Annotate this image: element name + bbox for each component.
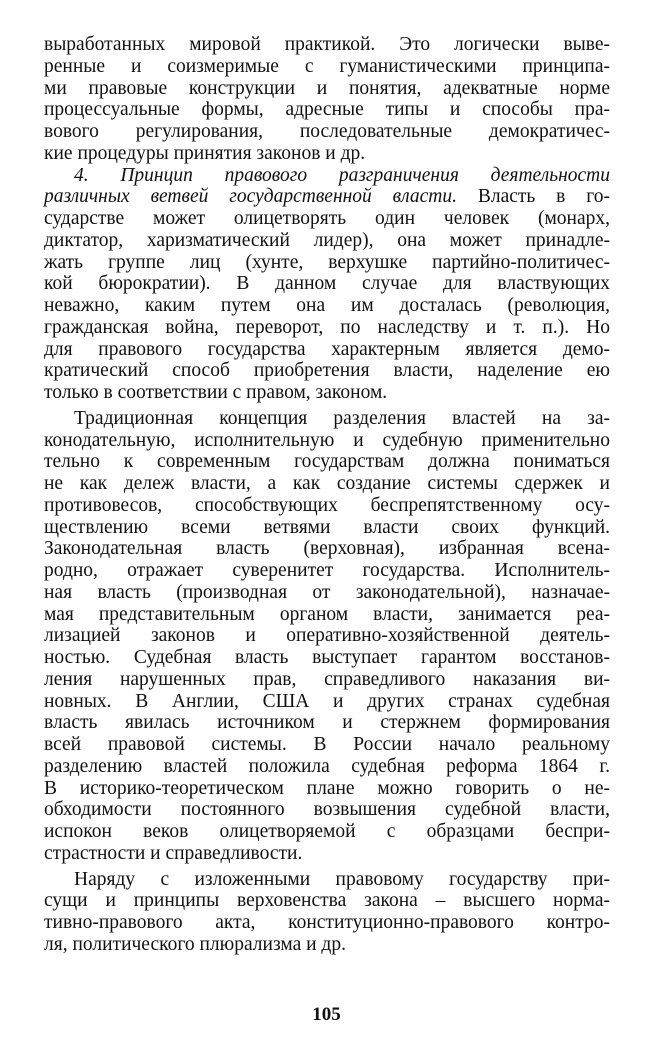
text-line: ная власть (производная от законодательной), назначае- [44, 581, 610, 603]
text-line: ми правовые конструкции и понятия, адекватные норме [44, 77, 610, 99]
page-number: 105 [312, 1004, 341, 1025]
text-line [44, 186, 610, 208]
text-line: испокон веков олицетворяемой с образцами беспри- [44, 821, 610, 842]
text-line: страстности и справедливости. [44, 842, 303, 864]
text-line: сущи и принципы верховенства закона – высшего норма- [44, 890, 610, 912]
text-line: конодательную, исполнительную и судебную применительно [44, 429, 610, 451]
book-page [44, 34, 610, 956]
text-fragment: Власть в го- [456, 186, 610, 208]
text-line: противовесов, способствующих беспрепятственному осу- [44, 494, 610, 516]
text-line: вового регулирования, последовательные демократичес- [44, 121, 610, 142]
text-line: ля, политического плюрализма и др. [44, 933, 346, 955]
text-line: неважно, каким путем она им досталась (революция, [44, 295, 610, 316]
text-line: лизацией законов и оперативно-хозяйственной деятель- [44, 625, 610, 647]
paragraph-1 [44, 34, 610, 165]
text-line: ностью. Судебная власть выступает гарантом восстанов- [44, 647, 610, 668]
paragraph-4 [44, 869, 610, 956]
text-line: кой бюрократии). В данном случае для властвующих [44, 273, 610, 295]
text-line: власть явилась источником и стержнем формирования [44, 712, 610, 734]
text-line: ренные и соизмеримые с гуманистическими принципа- [44, 55, 610, 77]
text-line: разделению властей положила судебная реформа 1864 г. [44, 755, 610, 777]
text-line: выработанных мировой практикой. Это логически выве- [44, 34, 610, 55]
text-line: ления нарушенных прав, справедливого наказания ви- [44, 668, 610, 690]
text-line: Законодательная власть (верховная), избранная всена- [44, 538, 610, 560]
text-line: тивно-правового акта, конституционно-правового контро- [44, 912, 610, 933]
text-line: кие процедуры принятия законов и др. [44, 142, 366, 164]
text-line: всей правовой системы. В России начало реальному [44, 734, 610, 755]
text-line: Наряду с изложенными правовому государству при- [74, 868, 610, 890]
text-line: мая представительным органом власти, занимается реа- [44, 603, 610, 625]
text-line: тельно к современным государствам должна пониматься [44, 451, 610, 473]
text-line: сударстве может олицетворять один человек (монарх, [44, 208, 610, 229]
text-line: кратический способ приобретения власти, наделение ею [44, 360, 610, 382]
text-line: гражданская война, переворот, по наследству и т. п.). Но [44, 316, 610, 338]
text-line: не как дележ власти, а как создание системы сдержек и [44, 473, 610, 494]
paragraph-2 [44, 165, 610, 404]
text-line: родно, отражает суверенитет государства. Исполнитель- [44, 560, 610, 581]
text-line: новных. В Англии, США и других странах судебная [44, 690, 610, 712]
principle-heading-continued: различных ветвей государственной власти. [44, 186, 457, 208]
text-line: Традиционная концепция разделения властей на за- [74, 407, 610, 429]
text-line: обходимости постоянного возвышения судебной власти, [44, 799, 610, 821]
text-line: ществлению всеми ветвями власти своих функций. [44, 516, 610, 538]
paragraph-3 [44, 408, 610, 865]
text-line: только в соответствии с правом, законом. [44, 382, 388, 403]
text-line: В историко-теоретическом плане можно говорить о не- [44, 777, 610, 799]
text-line: процессуальные формы, адресные типы и способы пра- [44, 99, 610, 121]
text-line: жать группе лиц (хунте, верхушке партийно-политичес- [44, 251, 610, 273]
principle-heading: 4. Принцип правового разграничения деятельности [74, 164, 610, 186]
text-line: для правового государства характерным является демо- [44, 338, 610, 360]
text-line: диктатор, харизматический лидер), она может принадле- [44, 229, 610, 251]
